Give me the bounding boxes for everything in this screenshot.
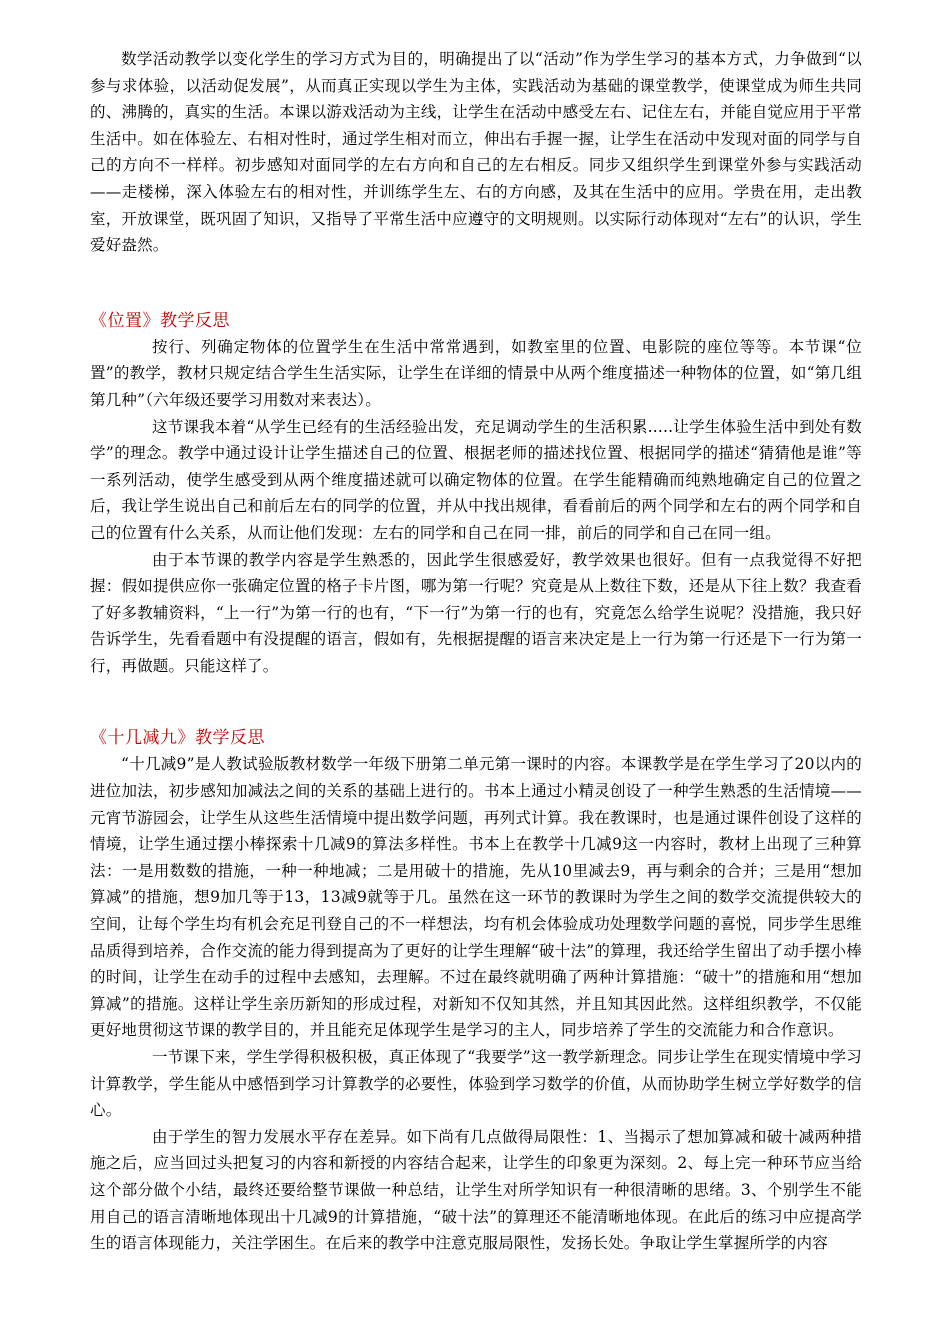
intro-section (90, 46, 862, 259)
intro-paragraph: 数学活动教学以变化学生的学习方式为目的，明确提出了以“活动”作为学生学习的基本方式，力争做到“以参与求体验，以活动促发展”，从而真正实现以学生为主体，实践活动为基础的课堂教学，使课堂成为师生共同的、沸腾的，真实的生活。本课以游戏活动为主线，让学生在活动中感受左右、记住左右，并能自觉应用于平常生活中。如在体验左、右相对性时，通过学生相对而立，伸出右手握一握，让学生在活动中发现对面的同学与自己的方向不一样样。初步感知对面同学的左右方向和自己的左右相反。同步又组织学生到课堂外参与实践活动——走楼梯，深入体验左右的相对性，并训练学生左、右的方向感，及其在生活中的应用。学贵在用，走出教室，开放课堂，既巩固了知识，又指导了平常生活中应遵守的文明规则。以实际行动体现对“左右”的认识，学生爱好盎然。 (90, 50, 862, 255)
position-reflection-section (90, 308, 862, 680)
position-paragraph-2: 这节课我本着“从学生已经有的生活经验出发，充足调动学生的生活积累.....让学生体验生活中到处有数学”的理念。教学中通过设计让学生描述自己的位置、根据老师的描述找位置、根据同学的描述“猜猜他是谁”等一系列活动，使学生感受到从两个维度描述就可以确定物体的位置。在学生能精确而纯熟地确定自己的位置之后，我让学生说出自己和前后左右的同学的位置，并从中找出规律，看看前后的两个同学和左右的两个同学和自己的位置有什么关系，从而让他们发现：左右的同学和自己在同一排，前后的同学和自己在同一组。 (90, 417, 862, 542)
subtract-paragraph-2: 一节课下来，学生学得积极积极，真正体现了“我要学”这一教学新理念。同步让学生在现实情境中学习计算教学，学生能从中感悟到学习计算教学的必要性，体验到学习数学的价值，从而协助学生树立学好数学的信心。 (90, 1048, 862, 1120)
position-paragraph-1: 按行、列确定物体的位置学生在生活中常常遇到，如教室里的位置、电影院的座位等等。本节课“位置”的教学，教材只规定结合学生生活实际，让学生在详细的情景中从两个维度描述一种物体的位置，如“第几组第几种”（六年级还要学习用数对来表达）。 (90, 337, 862, 409)
subtract-nine-reflection-section (90, 725, 862, 1256)
subtract-paragraph-1: “十几减9”是人教试验版教材数学一年级下册第二单元第一课时的内容。本课教学是在学生学习了20以内的进位加法，初步感知加减法之间的关系的基础上进行的。书本上通过小精灵创设了一种学生熟悉的生活情境——元宵节游园会，让学生从这些生活情境中提出数学问题，再列式计算。我在教课时，也是通过课件创设了这样的情境，让学生通过摆小棒探索十几减9的算法多样性。书本上在教学十几减9这一内容时，教材上出现了三种算法：一是用数数的措施，一种一种地减；二是用破十的措施，先从10里减去9，再与剩余的合并；三是用“想加算减”的措施，想9加几等于13，13减9就等于几。虽然在这一环节的教课时为学生之间的数学交流提供较大的空间，让每个学生均有机会充足刊登自己的不一样想法，均有机会体验成功处理数学问题的喜悦，同步学生思维品质得到培养，合作交流的能力得到提高为了更好的让学生理解“破十法”的算理，我还给学生留出了动手摆小棒的时间，让学生在动手的过程中去感知，去理解。不过在最终就明确了两种计算措施：“破十”的措施和用“想加算减”的措施。这样让学生亲历新知的形成过程，对新知不仅知其然，并且知其因此然。这样组织教学，不仅能更好地贯彻这节课的教学目的，并且能充足体现学生是学习的主人，同步培养了学生的交流能力和合作意识。 (90, 755, 862, 1040)
section-title-position: 《位置》教学反思 (90, 310, 230, 331)
subtract-paragraph-3: 由于学生的智力发展水平存在差异。如下尚有几点做得局限性：1、当揭示了想加算减和破十减两种措施之后，应当回过头把复习的内容和新授的内容结合起来，让学生的印象更为深刻。2、每上完一种环节应当给这个部分做个小结，最终还要给整节课做一种总结，让学生对所学知识有一种很清晰的思绪。3、个别学生不能用自己的语言清晰地体现出十几减9的计算措施，“破十法”的算理还不能清晰地体现。在此后的练习中应提高学生的语言体现能力，关注学困生。在后来的教学中注意克服局限性，发扬长处。争取让学生掌握所学的内容 (90, 1127, 862, 1253)
section-title-subtract-nine: 《十几减九》教学反思 (90, 728, 265, 749)
document-page (90, 46, 862, 1257)
position-paragraph-3: 由于本节课的教学内容是学生熟悉的，因此学生很感爱好，教学效果也很好。但有一点我觉得不好把握：假如提供应你一张确定位置的格子卡片图，哪为第一行呢？究竟是从上数往下数，还是从下往上数？我查看了好多教辅资料，“上一行”为第一行的也有，“下一行”为第一行的也有，究竟怎么给学生说呢？没措施，我只好告诉学生，先看看题中有没提醒的语言，假如有，先根据提醒的语言来决定是上一行为第一行还是下一行为第一行，再做题。只能这样了。 (90, 550, 862, 675)
